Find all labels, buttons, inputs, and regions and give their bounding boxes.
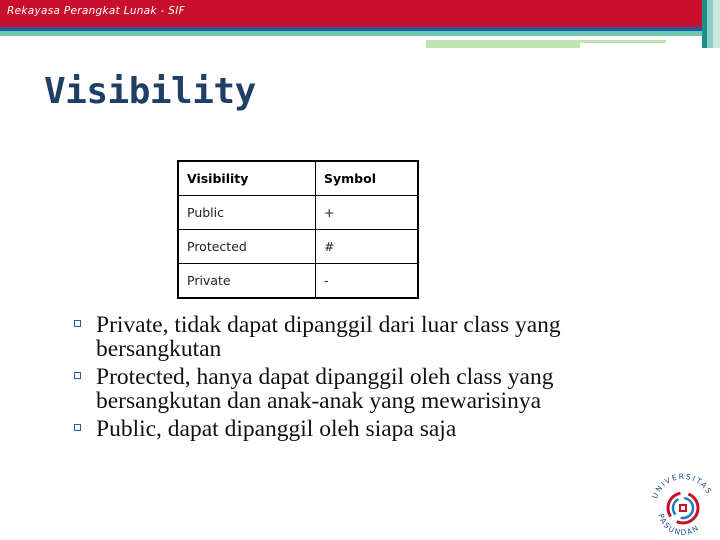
table-header-row [178,161,418,196]
table-cell-symbol: - [316,264,419,299]
bullet-text: Protected, hanya dapat dipanggil oleh class yang bersangkutan dan anak-anak yang mewarisinya [96,364,554,414]
square-bullet-icon [74,424,81,431]
accent-stripe-green-thin [580,40,666,43]
list-item [74,365,674,413]
header-stripe-mint [0,31,702,36]
table-header-symbol: Symbol [316,161,419,196]
list-item [74,313,674,361]
bullet-text: Public, dapat dipanggil oleh siapa saja [96,416,457,442]
list-item [74,417,674,441]
table-cell-visibility: Protected [178,230,316,264]
bullet-text: Private, tidak dapat dipanggil dari luar class yang bersangkutan [96,312,561,362]
table-row [178,264,418,299]
header-stripe-light-teal [713,0,720,48]
table-cell-symbol: + [316,196,419,230]
table-row [178,230,418,264]
visibility-table [177,160,419,299]
square-bullet-icon [74,372,81,379]
table-cell-visibility: Private [178,264,316,299]
square-bullet-icon [74,320,81,327]
svg-text:UNIVERSITAS: UNIVERSITAS [650,471,715,500]
table-row [178,196,418,230]
header-bar [0,0,702,27]
course-title: Rekayasa Perangkat Lunak - SIF [7,5,185,17]
svg-text:PASUNDAN: PASUNDAN [656,512,702,538]
table-cell-symbol: # [316,230,419,264]
accent-stripe-green [426,40,580,48]
university-logo-icon [646,462,720,540]
table-cell-visibility: Public [178,196,316,230]
bullet-list [74,313,674,445]
table-header-visibility: Visibility [178,161,316,196]
slide-title: Visibility [44,71,256,112]
